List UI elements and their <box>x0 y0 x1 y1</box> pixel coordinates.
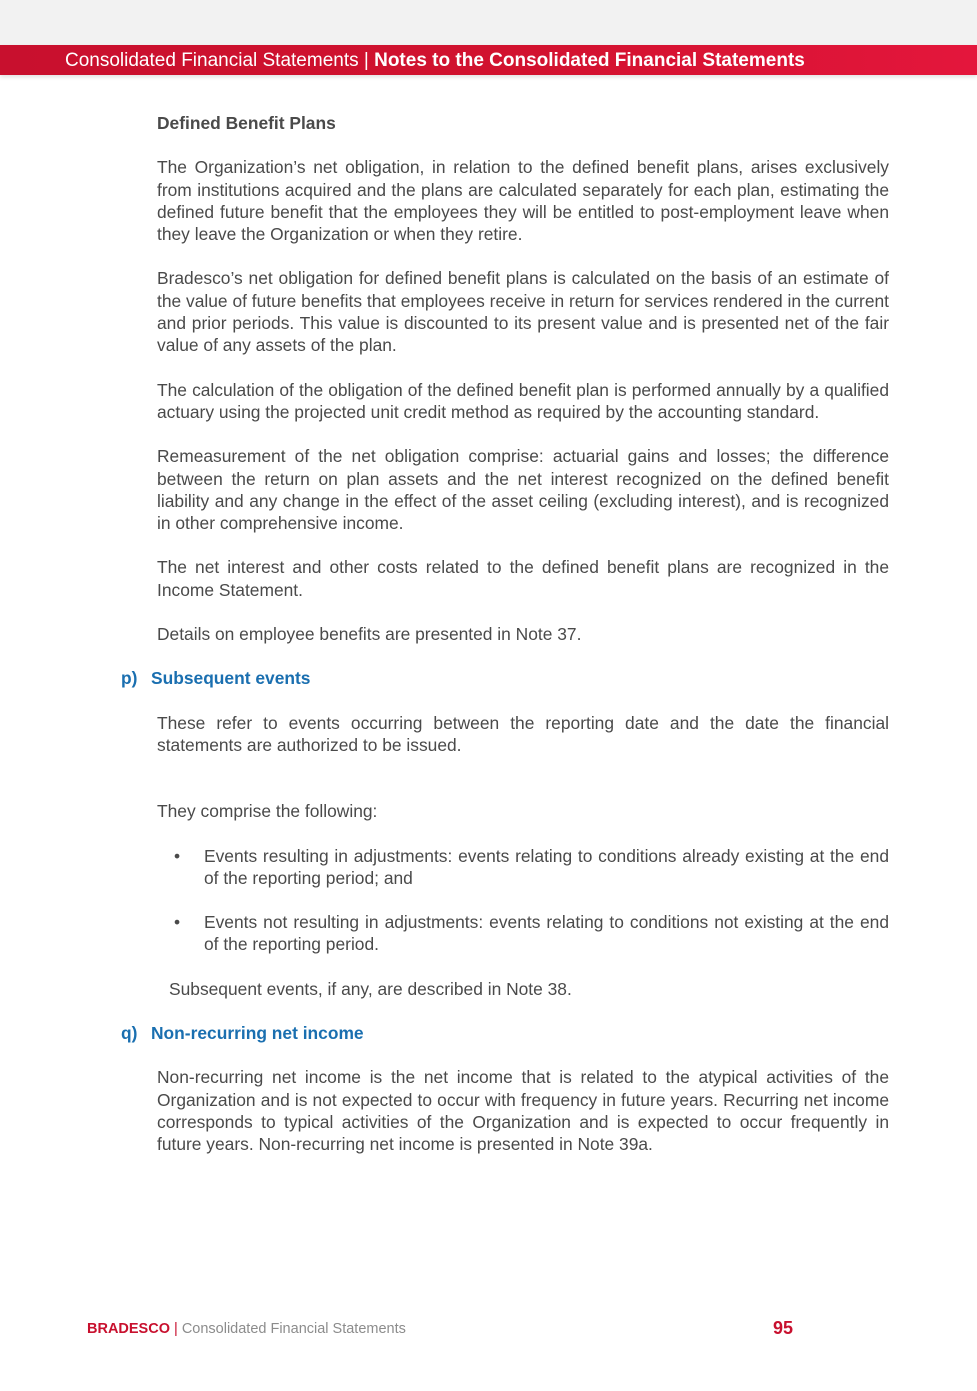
bullet-icon: • <box>174 845 181 866</box>
subsequent-events-intro: These refer to events occurring between the reporting date and the date the financial statements are authorized to be issued. <box>157 712 889 755</box>
page-number: 95 <box>773 1318 794 1338</box>
defined-benefit-paragraph-5: The net interest and other costs related to the defined benefit plans are recognized in the Income Statement. <box>157 557 889 600</box>
non-recurring-paragraph: Non-recurring net income is the net income that is related to the atypical activities of the Organization and is not expected to occur with frequency in future years. Recurring net income corresponds to typical activities of the Organization and is expected to occur frequently in future years. Non-recurring net income is presented in Note 39a. <box>157 1067 889 1155</box>
footer-separator: | <box>169 1321 182 1337</box>
section-p-title: Subsequent events <box>151 668 311 689</box>
list-item-text: Events not resulting in adjustments: events relating to conditions not existing at the end of the reporting period. <box>204 912 889 955</box>
footer-subtitle: Consolidated Financial Statements <box>181 1321 406 1337</box>
top-margin-strip <box>0 0 977 45</box>
header-separator: | <box>358 50 375 71</box>
section-p-letter: p) <box>121 668 138 689</box>
header-title: Notes to the Consolidated Financial Statements <box>374 50 805 71</box>
defined-benefit-paragraph-4: Remeasurement of the net obligation comprise: actuarial gains and losses; the difference between the return on plan assets and the net interest recognized on the defined benefit liability and any change in the effect of the asset ceiling (excluding interest), and is recognized in other comprehensive income. <box>157 446 889 534</box>
defined-benefit-paragraph-1: The Organization’s net obligation, in relation to the defined benefit plans, arises exclusively from institutions acquired and the plans are calculated separately for each plan, estimating the defined future benefit that the employees they will be entitled to post-employment leave when they leave the Organization or when they retire. <box>157 157 889 245</box>
list-item <box>157 911 889 956</box>
footer <box>87 1320 406 1338</box>
subsequent-events-list <box>157 845 889 956</box>
header-section: Consolidated Financial Statements <box>65 50 359 71</box>
defined-benefit-heading: Defined Benefit Plans <box>157 113 336 133</box>
section-q-letter: q) <box>121 1023 138 1044</box>
footer-brand: BRADESCO <box>87 1321 170 1337</box>
list-item <box>157 845 889 890</box>
subsequent-events-lead: They comprise the following: <box>157 801 378 822</box>
list-item-text: Events resulting in adjustments: events relating to conditions already existing at the end of the reporting period; and <box>204 845 889 888</box>
defined-benefit-paragraph-3: The calculation of the obligation of the defined benefit plan is performed annually by a qualified actuary using the projected unit credit method as required by the accounting standard. <box>157 379 889 422</box>
section-q-title: Non-recurring net income <box>151 1023 364 1044</box>
page-body <box>121 112 889 1156</box>
defined-benefit-paragraph-6: Details on employee benefits are presented in Note 37. <box>157 624 582 645</box>
bullet-icon: • <box>174 912 181 933</box>
running-header <box>65 49 805 73</box>
section-p-heading <box>121 667 853 689</box>
subsequent-events-closing: Subsequent events, if any, are described in Note 38. <box>169 978 572 999</box>
defined-benefit-paragraph-2: Bradesco’s net obligation for defined benefit plans is calculated on the basis of an estimate of the value of future benefits that employees receive in return for services rendered in the current and prior periods. This value is discounted to its present value and is presented net of the fair value of any assets of the plan. <box>157 268 889 356</box>
section-q-heading <box>121 1022 853 1044</box>
